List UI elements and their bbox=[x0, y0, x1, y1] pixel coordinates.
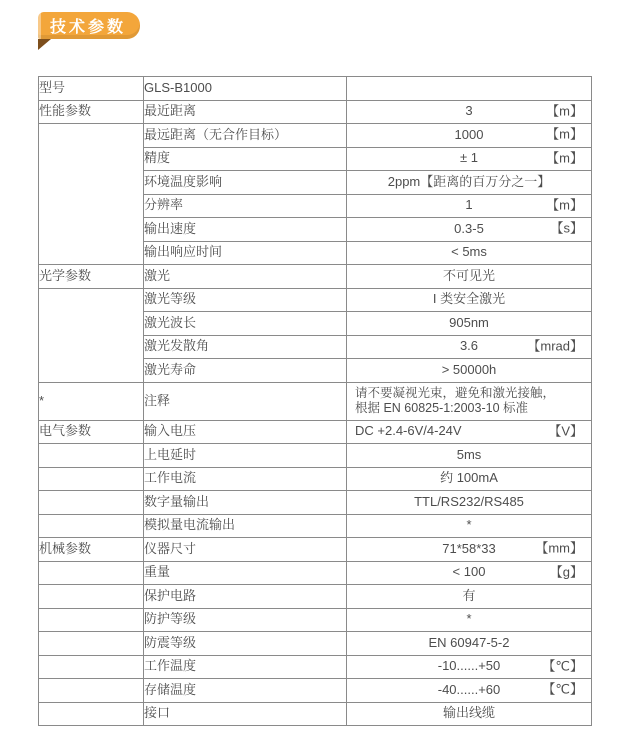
value-cell bbox=[347, 194, 592, 218]
table-row bbox=[39, 491, 592, 515]
value-cell bbox=[347, 679, 592, 703]
table-row bbox=[39, 514, 592, 538]
parameter-cell: 注释 bbox=[144, 382, 347, 420]
parameter-cell: 防震等级 bbox=[144, 632, 347, 656]
value-text: 71*58*33 bbox=[442, 540, 496, 556]
value-cell bbox=[347, 561, 592, 585]
parameter-cell: 数字量输出 bbox=[144, 491, 347, 515]
section-title-badge bbox=[38, 12, 140, 39]
parameter-cell: 分辨率 bbox=[144, 194, 347, 218]
value-text: < 5ms bbox=[451, 244, 487, 260]
parameter-cell: 接口 bbox=[144, 702, 347, 726]
category-cell bbox=[39, 467, 144, 491]
value-text: * bbox=[466, 517, 472, 533]
value-text: 2ppm【距离的百万分之一】 bbox=[387, 173, 551, 189]
parameter-cell: 激光波长 bbox=[144, 312, 347, 336]
category-cell: 机械参数 bbox=[39, 538, 144, 562]
value-text: 请不要凝视光束，避免和激光接触， bbox=[355, 386, 556, 400]
spec-table-body bbox=[39, 77, 592, 726]
table-row bbox=[39, 382, 592, 420]
parameter-cell: 工作温度 bbox=[144, 655, 347, 679]
table-row bbox=[39, 702, 592, 726]
value-text: DC +2.4-6V/4-24V bbox=[355, 423, 462, 439]
parameter-cell: 最远距离（无合作目标） bbox=[144, 124, 347, 148]
value-text: -10......+50 bbox=[437, 658, 501, 674]
value-cell bbox=[347, 265, 592, 289]
value-text: I 类安全激光 bbox=[432, 291, 506, 307]
value-cell bbox=[347, 632, 592, 656]
category-cell bbox=[39, 514, 144, 538]
unit-text: 【m】 bbox=[546, 197, 583, 213]
category-cell: * bbox=[39, 382, 144, 420]
unit-text: 【V】 bbox=[548, 423, 583, 439]
table-row bbox=[39, 100, 592, 124]
unit-text: 【℃】 bbox=[542, 681, 583, 697]
table-row bbox=[39, 608, 592, 632]
value-cell bbox=[347, 147, 592, 171]
category-cell bbox=[39, 491, 144, 515]
value-text: 1000 bbox=[454, 126, 484, 142]
unit-text: 【mm】 bbox=[535, 540, 583, 556]
parameter-cell: 输出速度 bbox=[144, 218, 347, 242]
value-text: 输出线缆 bbox=[442, 705, 495, 721]
parameter-cell: 激光 bbox=[144, 265, 347, 289]
parameter-cell: 激光发散角 bbox=[144, 335, 347, 359]
value-text: 3 bbox=[465, 103, 473, 119]
category-cell bbox=[39, 561, 144, 585]
value-cell bbox=[347, 514, 592, 538]
parameter-cell: 存储温度 bbox=[144, 679, 347, 703]
category-cell: 光学参数 bbox=[39, 265, 144, 289]
category-cell bbox=[39, 288, 144, 382]
badge-fold-icon bbox=[38, 39, 51, 50]
parameter-cell: 最近距离 bbox=[144, 100, 347, 124]
value-text: EN 60947-5-2 bbox=[428, 634, 510, 650]
value-cell bbox=[347, 382, 592, 420]
table-row bbox=[39, 467, 592, 491]
value-text: * bbox=[466, 611, 472, 627]
value-text: < 100 bbox=[452, 564, 486, 580]
value-cell bbox=[347, 359, 592, 383]
spec-table bbox=[38, 76, 592, 726]
value-text: -40......+60 bbox=[437, 681, 501, 697]
value-text: 有 bbox=[462, 587, 476, 603]
value-cell bbox=[347, 467, 592, 491]
value-text: ± 1 bbox=[460, 150, 478, 166]
parameter-cell: GLS-B1000 bbox=[144, 77, 347, 101]
value-cell bbox=[347, 538, 592, 562]
category-cell bbox=[39, 608, 144, 632]
value-cell bbox=[347, 444, 592, 468]
value-cell bbox=[347, 100, 592, 124]
value-cell bbox=[347, 77, 592, 101]
table-row bbox=[39, 632, 592, 656]
unit-text: 【mrad】 bbox=[527, 338, 583, 354]
value-cell bbox=[347, 218, 592, 242]
parameter-cell: 环境温度影响 bbox=[144, 171, 347, 195]
table-row bbox=[39, 679, 592, 703]
value-cell bbox=[347, 655, 592, 679]
value-cell bbox=[347, 171, 592, 195]
parameter-cell: 防护等级 bbox=[144, 608, 347, 632]
table-row bbox=[39, 265, 592, 289]
table-row bbox=[39, 77, 592, 101]
table-row bbox=[39, 444, 592, 468]
category-cell bbox=[39, 444, 144, 468]
value-cell bbox=[347, 335, 592, 359]
unit-text: 【g】 bbox=[549, 564, 583, 580]
value-text: TTL/RS232/RS485 bbox=[414, 493, 524, 509]
parameter-cell: 工作电流 bbox=[144, 467, 347, 491]
table-row bbox=[39, 561, 592, 585]
value-cell bbox=[347, 288, 592, 312]
category-cell bbox=[39, 124, 144, 265]
category-cell bbox=[39, 655, 144, 679]
value-text: > 50000h bbox=[441, 361, 497, 377]
value-cell bbox=[347, 585, 592, 609]
category-cell bbox=[39, 679, 144, 703]
value-cell bbox=[347, 702, 592, 726]
value-cell bbox=[347, 608, 592, 632]
value-text: 不可见光 bbox=[442, 267, 495, 283]
table-row bbox=[39, 420, 592, 444]
category-cell bbox=[39, 585, 144, 609]
value-text: 5ms bbox=[456, 446, 482, 462]
section-title: 技术参数 bbox=[50, 19, 127, 36]
category-cell bbox=[39, 702, 144, 726]
value-text: 3.6 bbox=[459, 338, 479, 354]
parameter-cell: 重量 bbox=[144, 561, 347, 585]
value-cell bbox=[347, 124, 592, 148]
value-text: 0.3-5 bbox=[454, 220, 484, 236]
value-cell bbox=[347, 491, 592, 515]
parameter-cell: 精度 bbox=[144, 147, 347, 171]
category-cell: 性能参数 bbox=[39, 100, 144, 124]
parameter-cell: 仪器尺寸 bbox=[144, 538, 347, 562]
parameter-cell: 模拟量电流输出 bbox=[144, 514, 347, 538]
category-cell: 型号 bbox=[39, 77, 144, 101]
value-text: 约 100mA bbox=[440, 470, 498, 486]
unit-text: 【m】 bbox=[546, 103, 583, 119]
table-row bbox=[39, 655, 592, 679]
category-cell bbox=[39, 632, 144, 656]
parameter-cell: 激光寿命 bbox=[144, 359, 347, 383]
parameter-cell: 上电延时 bbox=[144, 444, 347, 468]
unit-text: 【m】 bbox=[546, 126, 583, 142]
value-cell bbox=[347, 241, 592, 265]
parameter-cell: 保护电路 bbox=[144, 585, 347, 609]
value-text: 905nm bbox=[449, 314, 489, 330]
table-row bbox=[39, 538, 592, 562]
table-row bbox=[39, 124, 592, 148]
category-cell: 电气参数 bbox=[39, 420, 144, 444]
value-cell bbox=[347, 420, 592, 444]
value-text-line2: 根据 EN 60825-1:2003-10 标准 bbox=[355, 401, 529, 415]
unit-text: 【m】 bbox=[546, 150, 583, 166]
value-text: 1 bbox=[465, 197, 473, 213]
table-row bbox=[39, 585, 592, 609]
value-cell bbox=[347, 312, 592, 336]
parameter-cell: 激光等级 bbox=[144, 288, 347, 312]
unit-text: 【℃】 bbox=[542, 658, 583, 674]
parameter-cell: 输出响应时间 bbox=[144, 241, 347, 265]
parameter-cell: 输入电压 bbox=[144, 420, 347, 444]
unit-text: 【s】 bbox=[550, 220, 583, 236]
table-row bbox=[39, 288, 592, 312]
